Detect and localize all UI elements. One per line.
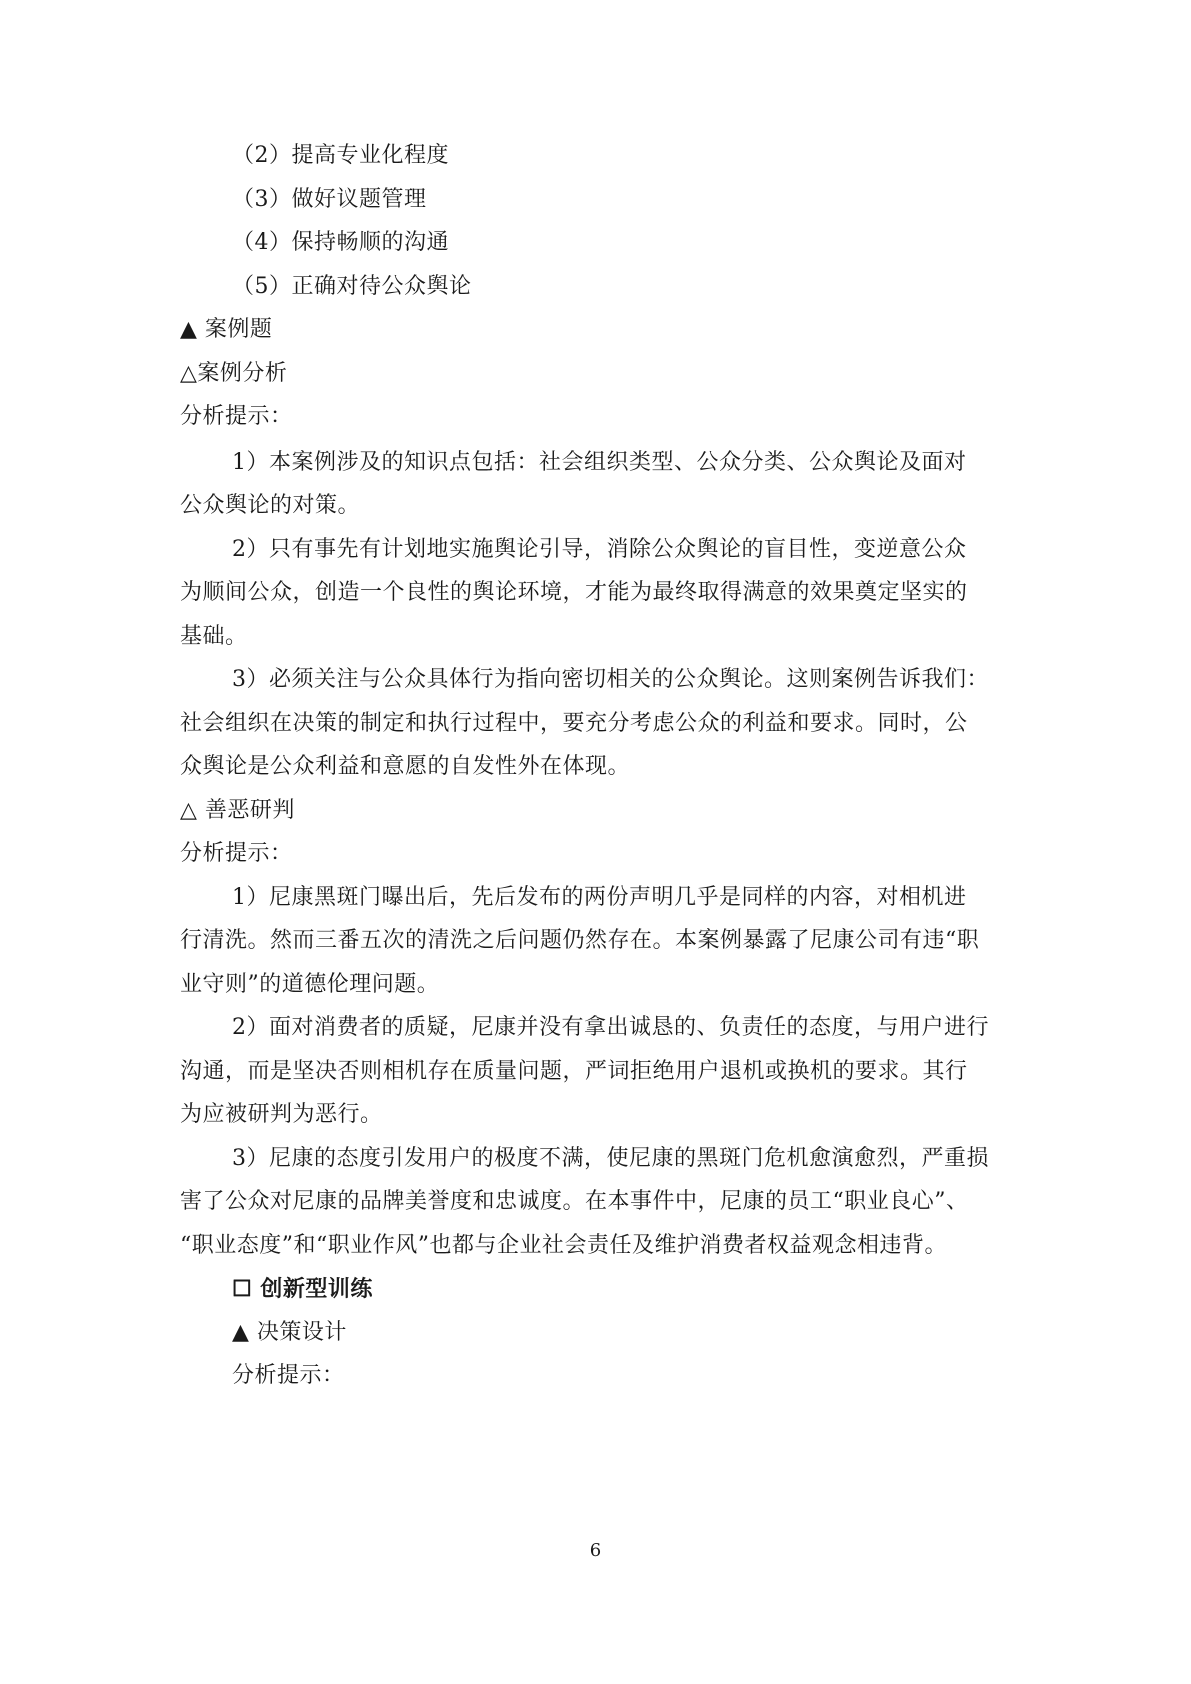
paragraph-line: 3）尼康的态度引发用户的极度不满，使尼康的黑斑门危机愈演愈烈，严重损 bbox=[232, 1146, 989, 1171]
subsection-heading-decision-design: ▲ 决策设计 bbox=[232, 1320, 347, 1345]
paragraph-line: 众舆论是公众利益和意愿的自发性外在体现。 bbox=[180, 754, 631, 779]
list-item-5: （5）正确对待公众舆论 bbox=[232, 274, 472, 299]
paragraph-line: 行清洗。然而三番五次的清洗之后问题仍然存在。本案例暴露了尼康公司有违“职 bbox=[180, 928, 980, 953]
paragraph-line: 2）面对消费者的质疑，尼康并没有拿出诚恳的、负责任的态度，与用户进行 bbox=[232, 1015, 989, 1040]
subsection-heading-good-evil-judgment: △ 善恶研判 bbox=[180, 798, 295, 823]
paragraph-line: 业守则”的道德伦理问题。 bbox=[180, 972, 440, 997]
subsection-heading-case-analysis: △案例分析 bbox=[180, 361, 288, 386]
list-item-3: （3）做好议题管理 bbox=[232, 187, 427, 212]
paragraph-line: 社会组织在决策的制定和执行过程中，要充分考虑公众的利益和要求。同时，公 bbox=[180, 711, 968, 736]
paragraph-line: 3）必须关注与公众具体行为指向密切相关的公众舆论。这则案例告诉我们： bbox=[232, 667, 989, 692]
analysis-hint-label: 分析提示： bbox=[232, 1363, 345, 1388]
paragraph-line: 为应被研判为恶行。 bbox=[180, 1102, 383, 1127]
section-heading-innovation-training: ☐ 创新型训练 bbox=[232, 1276, 373, 1302]
section-heading-case-questions: ▲ 案例题 bbox=[180, 317, 273, 342]
paragraph-line: 为顺间公众，创造一个良性的舆论环境，才能为最终取得满意的效果奠定坚实的 bbox=[180, 580, 968, 605]
paragraph-line: “职业态度”和“职业作风”也都与企业社会责任及维护消费者权益观念相违背。 bbox=[180, 1233, 947, 1258]
paragraph-line: 沟通，而是坚决否则相机存在质量问题，严词拒绝用户退机或换机的要求。其行 bbox=[180, 1059, 968, 1084]
analysis-hint-label: 分析提示： bbox=[180, 404, 293, 429]
paragraph-line: 基础。 bbox=[180, 624, 248, 649]
list-item-2: （2）提高专业化程度 bbox=[232, 143, 449, 168]
paragraph-line: 害了公众对尼康的品牌美誉度和忠诚度。在本事件中，尼康的员工“职业良心”、 bbox=[180, 1189, 969, 1214]
page-number: 6 bbox=[589, 1540, 602, 1561]
paragraph-line: 2）只有事先有计划地实施舆论引导，消除公众舆论的盲目性，变逆意公众 bbox=[232, 537, 967, 562]
paragraph-line: 1）尼康黑斑门曝出后，先后发布的两份声明几乎是同样的内容，对相机进 bbox=[232, 885, 967, 910]
paragraph-line: 1）本案例涉及的知识点包括：社会组织类型、公众分类、公众舆论及面对 bbox=[232, 450, 967, 475]
paragraph-line: 公众舆论的对策。 bbox=[180, 493, 361, 518]
analysis-hint-label: 分析提示： bbox=[180, 841, 293, 866]
list-item-4: （4）保持畅顺的沟通 bbox=[232, 230, 449, 255]
